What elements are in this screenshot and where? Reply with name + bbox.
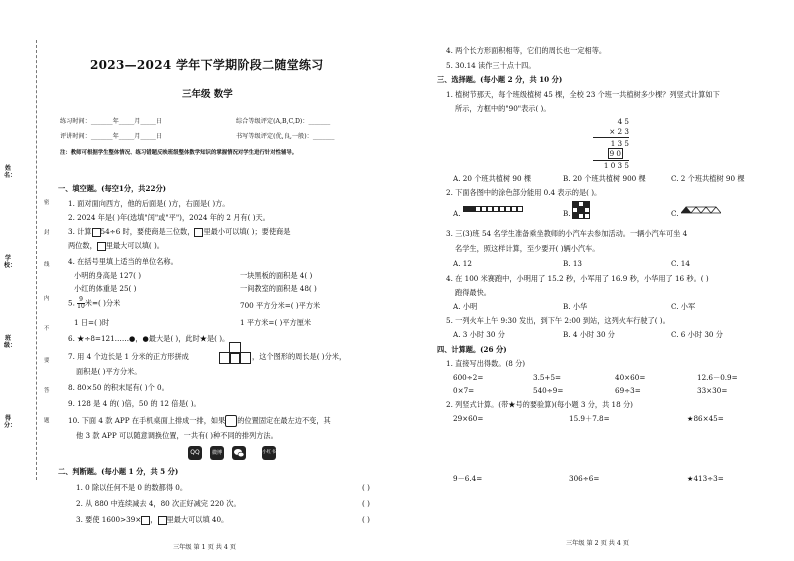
choice-2-option: B. (563, 209, 571, 218)
side-label-score: 得分： (4, 415, 17, 429)
vertical-calc-item: ★86×45= (687, 414, 724, 423)
side-seal: 不 (44, 326, 50, 332)
question-9: 9. 128 是 4 的( )倍，50 的 12 倍是( )。 (68, 399, 201, 408)
judge-1-answer: ( ) (362, 483, 370, 492)
side-seal: 线 (44, 262, 50, 268)
side-seal: 答 (44, 388, 50, 394)
judge-2: 2. 从 880 中连续减去 4，80 次正好减完 220 次。 (76, 499, 241, 508)
question-10a: 10. 下面 4 款 APP 在手机桌面上排成一排，如果 的位置固定在最左边不变，其 (68, 416, 331, 425)
subject-subtitle: 三年级 数学 (182, 89, 233, 100)
question-3: 3. 计算 54÷6 时，要使商是三位数， 里最小可以填( )；要使商是 (68, 227, 291, 236)
choice-1a: 1. 植树节那天，每个班级植树 45 棵，全校 23 个班一共植树多少棵？列竖式计算如下 (446, 90, 720, 99)
choice-2-option: C. (671, 209, 679, 218)
question-7b: ，这个图形的周长是( )分米， (252, 352, 347, 361)
judge-2-answer: ( ) (362, 499, 370, 508)
choice-3-option: A. 12 (453, 259, 472, 268)
choice-3-option: C. 14 (671, 259, 690, 268)
judge-3-answer: ( ) (362, 515, 370, 524)
direct-calc-item: 12.6－0.9= (697, 373, 738, 382)
q5-item: 1 日=( )时 (74, 318, 110, 327)
blank-box (141, 516, 150, 525)
calc-line: × 2 3 (609, 127, 629, 136)
triangle-strip-shape (681, 206, 721, 214)
app-icon-placeholder (225, 415, 237, 427)
direct-calc-item: 600÷2= (453, 373, 484, 382)
square-shape (239, 352, 251, 364)
judge-5: 5. 30.14 读作三十点十四。 (446, 61, 536, 70)
choice-5: 5. 一列火车上午 9:30 发出，到下午 2:00 到站，这列火车行驶了( )。 (446, 316, 670, 325)
wechat-app-icon (232, 446, 246, 460)
choice-4-option: A. 小明 (453, 302, 478, 311)
writing-level: 书写等级评定(优,良,一般)：_______ (236, 133, 335, 140)
question-8: 8. 80×50 的积末尾有( )个 0。 (68, 383, 169, 392)
choice-4a: 4. 在 100 米赛跑中，小明用了 15.2 秒，小军用了 16.9 秒，小华用了 16 秒。( ) (446, 274, 709, 283)
side-label-school: 学校： (4, 255, 17, 269)
vertical-calc-item: 15.9＋7.8= (569, 414, 610, 423)
q4-item: 小明的身高是 127( ) (74, 271, 142, 280)
practice-time: 练习时间：_______年_____月_____日 (60, 118, 163, 125)
q5-item: 1 平方米=( )平方厘米 (240, 318, 312, 327)
question-4: 4. 在括号里填上适当的单位名称。 (68, 257, 178, 266)
choice-1-option: A. 20 个班共植树 90 棵 (453, 174, 532, 183)
section-fill-blank: 一、填空题。(每空1分，共22分) (58, 184, 167, 193)
choice-4b: 跑得最快。 (455, 288, 491, 297)
choice-4-option: C. 小军 (671, 302, 696, 311)
page-footer: 三年级 第 1 页 共 4 页 (173, 544, 236, 551)
choice-2: 2. 下面各图中的涂色部分能用 0.4 表示的是( )。 (446, 188, 602, 197)
side-seal: 要 (44, 358, 50, 364)
side-seal: 封 (44, 230, 50, 236)
q4-item: 一间教室的面积是 48( ) (240, 284, 317, 293)
q5-item: 700 平方分米=( )平方米 (240, 301, 321, 310)
side-seal: 内 (44, 296, 50, 302)
direct-calc-item: 33×30= (697, 386, 728, 395)
question-10c: 他 3 款 APP 可以随意调换位置，一共有( )种不同的排列方法。 (76, 431, 278, 440)
binding-line (36, 40, 37, 480)
question-7a: 7. 用 4 个边长是 1 分米的正方形拼成 (68, 352, 189, 361)
review-time: 评讲时间：_______年_____月_____日 (60, 133, 163, 140)
right-page (397, 0, 794, 561)
direct-calc-item: 40×60= (615, 373, 646, 382)
choice-1b: 所示，方框中的"90"表示( )。 (455, 104, 551, 113)
weibo-app-icon: 微博 (210, 446, 224, 460)
choice-3a: 3. 三(3)班 54 名学生准备乘坐教师的小汽车去参加活动。一辆小汽车可坐 4 (446, 229, 688, 238)
section-choice: 三、选择题。(每小题 2 分，共 10 分) (437, 75, 563, 84)
grid-shape-a (463, 206, 523, 212)
teacher-note: 注：教师可根据学生整体情况、练习错题反映班级整体数学知识的掌握情况对学生进行针对性辅导。 (60, 150, 298, 156)
calc-rule (593, 137, 629, 138)
judge-1: 1. 0 除以任何不是 0 的数都得 0。 (76, 483, 188, 492)
side-seal: 密 (44, 200, 50, 206)
q4-item: 小红的体重是 25( ) (74, 284, 137, 293)
calc-line: 1 0 3 5 (603, 161, 629, 170)
side-label-name: 姓名： (4, 165, 17, 179)
grade-level: 综合等级评定(A,B,C,D)：_______ (236, 118, 331, 125)
calc-line: 1 3 5 (610, 139, 629, 148)
page-footer: 三年级 第 2 页 共 4 页 (566, 540, 629, 547)
calc-direct-title: 1. 直接写出得数。(8 分) (446, 359, 526, 368)
side-label-class: 班级： (4, 335, 17, 349)
choice-5-option: B. 4 小时 30 分 (563, 330, 615, 339)
choice-2-option: A. (453, 209, 461, 218)
qq-app-icon: QQ (188, 446, 202, 460)
vertical-calc-item: 9－6.4= (453, 474, 483, 483)
vertical-calc-item: 29×60= (453, 414, 484, 423)
question-2: 2. 2024 年是( )年(选填"闰"或"平")，2024 年的 2 月有( )天。 (68, 213, 270, 222)
calc-line: 4 5 (617, 117, 629, 126)
choice-3-option: B. 13 (563, 259, 582, 268)
judge-3: 3. 要使 1600>39× ， 里最大可以填 40。 (76, 515, 229, 524)
xiaohongshu-app-icon: 小红书 (262, 446, 276, 460)
choice-3b: 名学生，照这样计算，至少要开( )辆小汽车。 (455, 244, 600, 253)
vertical-calc-item: 306÷6= (569, 474, 600, 483)
calc-vertical-title: 2. 列竖式计算。(带★号的要验算)(每小题 3 分，共 18 分) (446, 400, 633, 409)
direct-calc-item: 3.5+5= (533, 373, 562, 382)
question-5a: 5. $\frac{9}{10}$ 米=( )分米 (68, 296, 121, 310)
choice-1-option: B. 20 个班共植树 900 棵 (563, 174, 646, 183)
calc-line-boxed: 9 0 (609, 149, 621, 158)
question-7c: 面积是( )平方分米。 (76, 367, 142, 376)
grid-shape-b (572, 201, 590, 219)
section-calculation: 四、计算题。(26 分) (437, 345, 507, 354)
choice-4-option: B. 小华 (563, 302, 588, 311)
judge-4: 4. 两个长方形面积相等，它们的周长也一定相等。 (446, 46, 607, 55)
choice-1-option: C. 2 个班共植树 90 棵 (671, 174, 745, 183)
blank-box (92, 228, 101, 237)
question-1: 1. 面对面向西方，他的后面是( )方，右面是( )方。 (68, 199, 230, 208)
blank-box (97, 242, 106, 251)
section-judgement: 二、判断题。(每小题 1 分，共 5 分) (58, 467, 179, 476)
question-6: 6. ★÷8=121……●，●最大是( )，此时★是( )。 (68, 334, 230, 343)
direct-calc-item: 0×7= (453, 386, 475, 395)
direct-calc-item: 540÷9= (533, 386, 564, 395)
direct-calc-item: 69÷3= (615, 386, 641, 395)
blank-box (158, 516, 167, 525)
q4-item: 一块黑板的面积是 4( ) (240, 271, 313, 280)
page-title: 2023—2024 学年下学期阶段二随堂练习 (90, 58, 324, 72)
choice-5-option: A. 3 小时 30 分 (453, 330, 505, 339)
choice-5-option: C. 6 小时 30 分 (671, 330, 723, 339)
vertical-calc-item: ★413÷3= (687, 474, 724, 483)
side-seal: 题 (44, 418, 50, 424)
question-3-cont: 两位数， 里最大可以填( )。 (68, 241, 164, 250)
